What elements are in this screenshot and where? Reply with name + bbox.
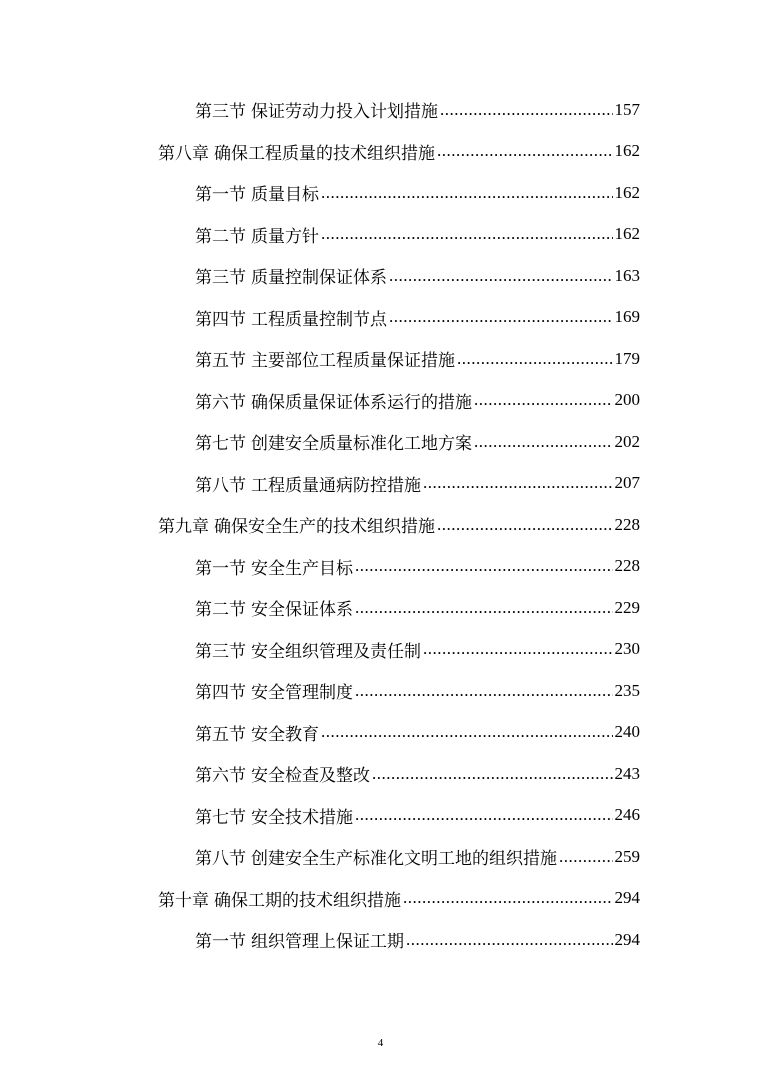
toc-entry-label [195, 803, 353, 828]
toc-entry-number: 第五节 [195, 724, 246, 745]
toc-entry-label [195, 97, 438, 122]
toc-dot-leader [474, 432, 613, 452]
toc-entry-title: 确保质量保证体系运行的措施 [251, 392, 472, 413]
toc-entry-page-number: 207 [614, 473, 640, 493]
toc-entry-title: 安全检查及整改 [251, 766, 370, 787]
toc-entry-page-number: 163 [614, 265, 640, 285]
toc-entry-title: 质量目标 [251, 185, 319, 206]
toc-entry-label [195, 637, 421, 662]
toc-dot-leader [437, 515, 613, 535]
toc-entry-number: 第六节 [195, 766, 246, 787]
toc-entry-label [195, 263, 387, 288]
toc-entry-number: 第七节 [195, 807, 246, 828]
toc-entry-label [195, 471, 421, 496]
toc-entry-number: 第八节 [195, 849, 246, 870]
toc-section-entry[interactable] [0, 297, 761, 339]
toc-entry-page-number: 157 [614, 99, 640, 119]
toc-dot-leader [474, 390, 613, 410]
toc-section-entry[interactable] [0, 172, 761, 214]
toc-entry-title: 工程质量控制节点 [251, 309, 387, 330]
toc-dot-leader [355, 556, 613, 576]
toc-dot-leader [423, 639, 613, 659]
toc-entry-number: 第九章 [158, 517, 209, 538]
table-of-contents [0, 89, 761, 961]
toc-entry-label [195, 305, 387, 330]
toc-entry-number: 第二节 [195, 226, 246, 247]
toc-section-entry[interactable] [0, 255, 761, 297]
toc-entry-number: 第一节 [195, 558, 246, 579]
toc-section-entry[interactable] [0, 338, 761, 380]
toc-entry-label [195, 346, 455, 371]
toc-entry-title: 安全保证体系 [251, 600, 353, 621]
toc-section-entry[interactable] [0, 546, 761, 588]
toc-entry-number: 第四节 [195, 309, 246, 330]
toc-entry-title: 安全组织管理及责任制 [251, 641, 421, 662]
toc-section-entry[interactable] [0, 919, 761, 961]
toc-entry-title: 确保工期的技术组织措施 [214, 890, 401, 911]
toc-section-entry[interactable] [0, 214, 761, 256]
toc-entry-page-number: 240 [614, 722, 640, 742]
toc-entry-title: 主要部位工程质量保证措施 [251, 351, 455, 372]
toc-section-entry[interactable] [0, 463, 761, 505]
toc-dot-leader [355, 805, 613, 825]
toc-entry-title: 创建安全生产标准化文明工地的组织措施 [251, 849, 557, 870]
toc-entry-label [195, 554, 353, 579]
toc-entry-page-number: 200 [614, 390, 640, 410]
toc-section-entry[interactable] [0, 89, 761, 131]
toc-entry-label [158, 512, 435, 537]
toc-entry-page-number: 228 [614, 514, 640, 534]
page-number: 4 [377, 1037, 384, 1049]
toc-dot-leader [440, 100, 613, 120]
toc-section-entry[interactable] [0, 670, 761, 712]
toc-entry-label [195, 844, 557, 869]
toc-dot-leader [406, 930, 613, 950]
toc-entry-number: 第三节 [195, 102, 246, 123]
toc-dot-leader [372, 764, 613, 784]
toc-dot-leader [457, 349, 613, 369]
toc-section-entry[interactable] [0, 380, 761, 422]
toc-entry-title: 质量方针 [251, 226, 319, 247]
toc-entry-label [195, 222, 319, 247]
toc-entry-title: 工程质量通病防控措施 [251, 475, 421, 496]
toc-entry-page-number: 294 [614, 888, 640, 908]
toc-entry-label [195, 429, 472, 454]
toc-entry-label [195, 595, 353, 620]
toc-section-entry[interactable] [0, 712, 761, 754]
toc-entry-label [195, 678, 353, 703]
toc-entry-number: 第四节 [195, 683, 246, 704]
toc-dot-leader [355, 598, 613, 618]
toc-entry-number: 第五节 [195, 351, 246, 372]
toc-entry-label [195, 761, 370, 786]
toc-entry-page-number: 230 [614, 639, 640, 659]
toc-chapter-entry[interactable] [0, 878, 761, 920]
toc-dot-leader [437, 141, 613, 161]
toc-dot-leader [403, 888, 613, 908]
toc-dot-leader [355, 681, 613, 701]
toc-section-entry[interactable] [0, 629, 761, 671]
toc-section-entry[interactable] [0, 795, 761, 837]
toc-entry-page-number: 162 [614, 224, 640, 244]
toc-entry-number: 第二节 [195, 600, 246, 621]
toc-section-entry[interactable] [0, 421, 761, 463]
toc-entry-title: 安全教育 [251, 724, 319, 745]
toc-entry-title: 安全管理制度 [251, 683, 353, 704]
toc-entry-page-number: 229 [614, 597, 640, 617]
toc-entry-page-number: 162 [614, 141, 640, 161]
toc-dot-leader [321, 722, 613, 742]
toc-entry-page-number: 294 [614, 929, 640, 949]
toc-entry-page-number: 228 [614, 556, 640, 576]
toc-dot-leader [559, 847, 613, 867]
toc-entry-number: 第八节 [195, 475, 246, 496]
toc-chapter-entry[interactable] [0, 504, 761, 546]
toc-entry-number: 第三节 [195, 268, 246, 289]
toc-entry-title: 创建安全质量标准化工地方案 [251, 434, 472, 455]
toc-entry-number: 第三节 [195, 641, 246, 662]
toc-entry-page-number: 202 [614, 431, 640, 451]
toc-dot-leader [321, 183, 613, 203]
toc-entry-title: 确保安全生产的技术组织措施 [214, 517, 435, 538]
toc-dot-leader [389, 266, 613, 286]
toc-entry-number: 第十章 [158, 890, 209, 911]
toc-dot-leader [389, 307, 613, 327]
toc-entry-page-number: 235 [614, 680, 640, 700]
toc-entry-label [158, 139, 435, 164]
toc-entry-title: 质量控制保证体系 [251, 268, 387, 289]
toc-entry-page-number: 169 [614, 307, 640, 327]
toc-entry-page-number: 246 [614, 805, 640, 825]
toc-section-entry[interactable] [0, 836, 761, 878]
toc-entry-page-number: 259 [614, 846, 640, 866]
toc-entry-title: 确保工程质量的技术组织措施 [214, 143, 435, 164]
toc-entry-title: 组织管理上保证工期 [251, 932, 404, 953]
toc-entry-label [158, 886, 401, 911]
toc-entry-title: 保证劳动力投入计划措施 [251, 102, 438, 123]
toc-section-entry[interactable] [0, 587, 761, 629]
toc-entry-number: 第一节 [195, 185, 246, 206]
toc-entry-page-number: 179 [614, 348, 640, 368]
toc-entry-label [195, 927, 404, 952]
toc-chapter-entry[interactable] [0, 131, 761, 173]
toc-entry-label [195, 720, 319, 745]
toc-entry-number: 第一节 [195, 932, 246, 953]
toc-entry-number: 第七节 [195, 434, 246, 455]
toc-dot-leader [321, 224, 613, 244]
toc-entry-page-number: 162 [614, 182, 640, 202]
toc-entry-number: 第八章 [158, 143, 209, 164]
toc-dot-leader [423, 473, 613, 493]
toc-entry-label [195, 388, 472, 413]
toc-entry-title: 安全生产目标 [251, 558, 353, 579]
toc-section-entry[interactable] [0, 753, 761, 795]
toc-entry-label [195, 180, 319, 205]
toc-entry-title: 安全技术措施 [251, 807, 353, 828]
toc-entry-number: 第六节 [195, 392, 246, 413]
toc-entry-page-number: 243 [614, 763, 640, 783]
